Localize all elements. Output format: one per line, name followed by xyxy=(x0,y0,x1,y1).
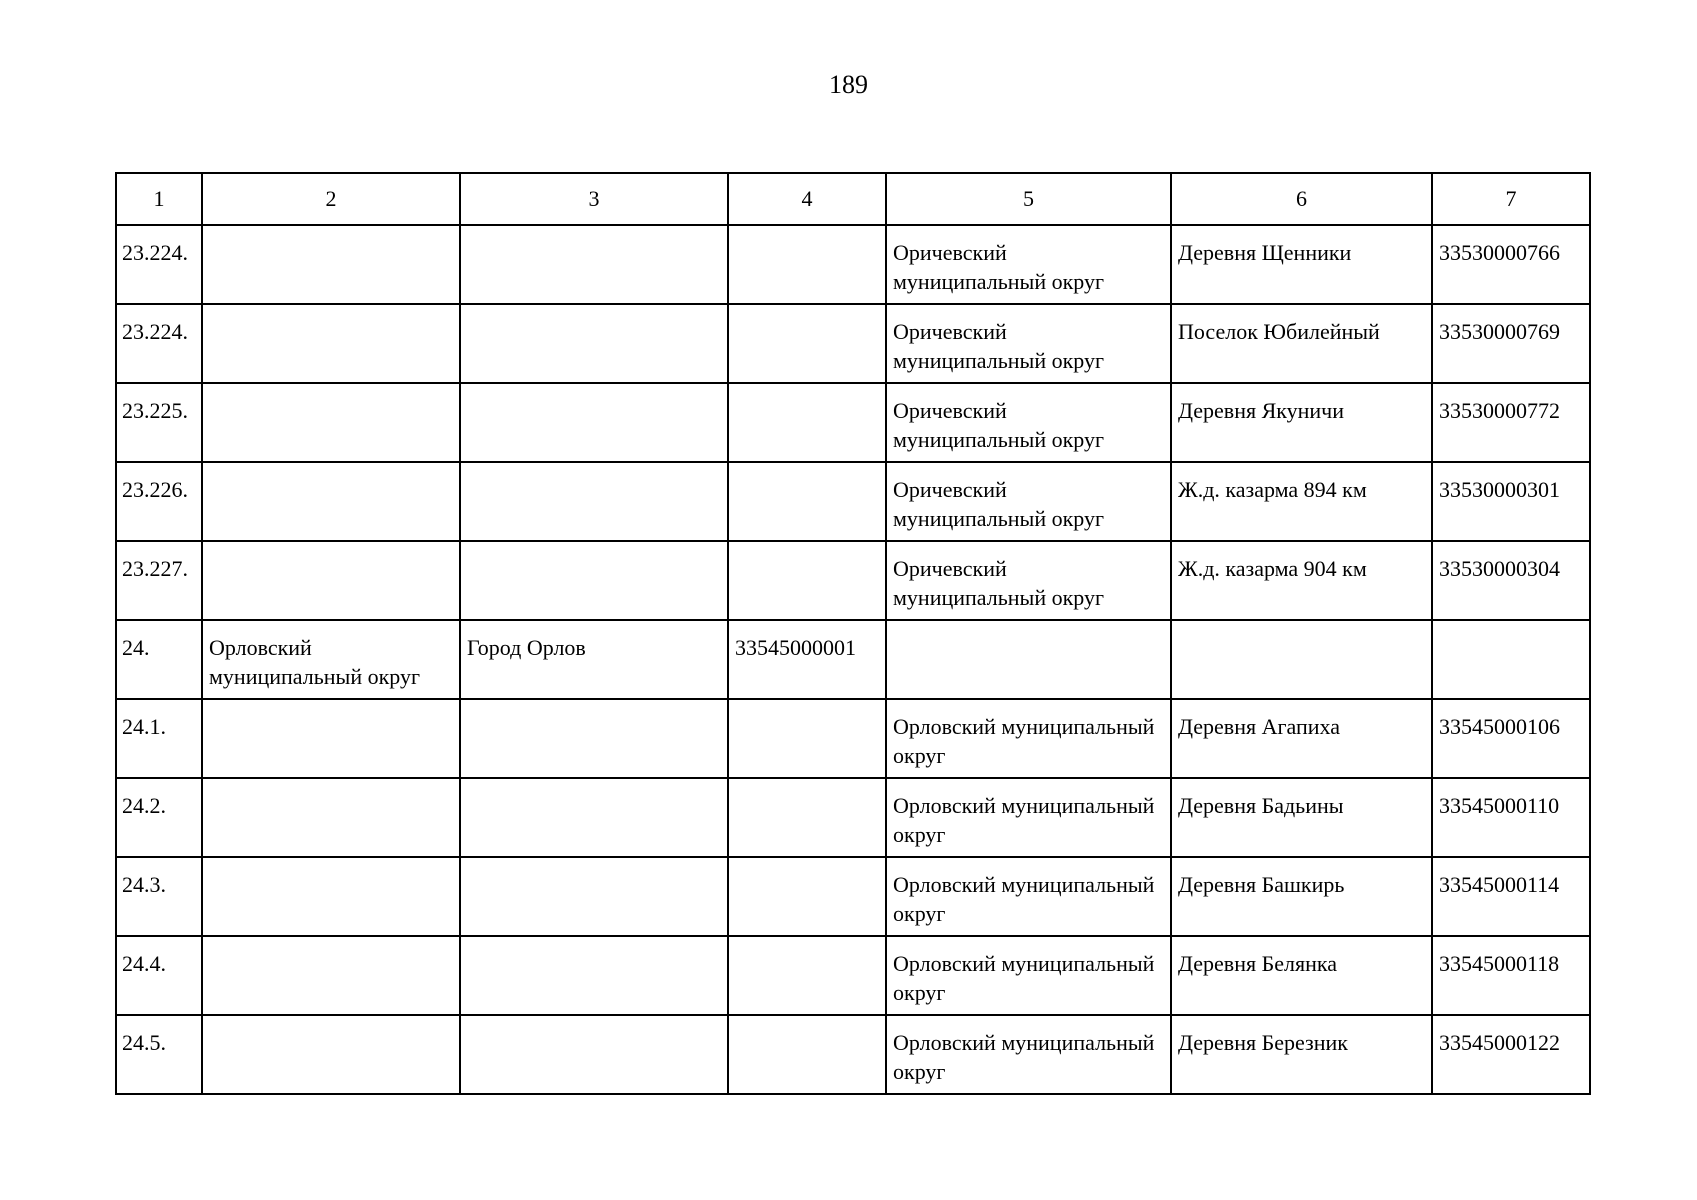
row-number-cell xyxy=(116,778,202,857)
row-number: 24. xyxy=(122,635,150,660)
table-row xyxy=(116,383,1590,462)
center-name xyxy=(461,226,727,238)
row-number-cell xyxy=(116,383,202,462)
municipality-cell xyxy=(886,620,1171,699)
center-code-cell xyxy=(728,699,886,778)
settlement-name xyxy=(1172,621,1431,633)
district-name xyxy=(203,384,459,396)
settlement-code: 33530000301 xyxy=(1439,477,1560,502)
center-code-cell xyxy=(728,620,886,699)
settlement-code: 33530000304 xyxy=(1439,556,1560,581)
center-code-cell xyxy=(728,778,886,857)
settlement-code: 33545000118 xyxy=(1439,951,1560,976)
center-code xyxy=(729,1016,885,1028)
table-row xyxy=(116,462,1590,541)
district-cell xyxy=(202,225,460,304)
settlement-code-cell xyxy=(1432,857,1590,936)
center-cell xyxy=(460,383,728,462)
district-cell xyxy=(202,620,460,699)
municipality-cell xyxy=(886,462,1171,541)
district-name xyxy=(203,1016,459,1028)
table-row xyxy=(116,936,1590,1015)
settlement-name: Деревня Белянка xyxy=(1178,951,1337,976)
settlement-cell xyxy=(1171,462,1432,541)
settlement-code-cell xyxy=(1432,620,1590,699)
settlement-code: 33545000110 xyxy=(1439,793,1560,818)
column-header-7: 7 xyxy=(1432,173,1590,225)
municipality-cell xyxy=(886,1015,1171,1094)
row-number: 24.5. xyxy=(122,1030,166,1055)
district-cell xyxy=(202,778,460,857)
settlement-code-cell xyxy=(1432,304,1590,383)
center-name xyxy=(461,779,727,791)
row-number-cell xyxy=(116,699,202,778)
district-cell xyxy=(202,857,460,936)
settlement-cell xyxy=(1171,383,1432,462)
settlement-name: Деревня Березник xyxy=(1178,1030,1348,1055)
center-cell xyxy=(460,541,728,620)
row-number: 23.224. xyxy=(122,240,188,265)
municipality-cell xyxy=(886,225,1171,304)
column-header-5: 5 xyxy=(886,173,1171,225)
table-row xyxy=(116,541,1590,620)
municipality-cell xyxy=(886,778,1171,857)
column-header-2: 2 xyxy=(202,173,460,225)
municipality-name: Орловский муниципальный округ xyxy=(893,1030,1155,1084)
settlement-name: Деревня Бадьины xyxy=(1178,793,1344,818)
municipality-cell xyxy=(886,383,1171,462)
center-code xyxy=(729,463,885,475)
row-number: 24.4. xyxy=(122,951,166,976)
settlement-code-cell xyxy=(1432,225,1590,304)
center-code xyxy=(729,858,885,870)
center-cell xyxy=(460,462,728,541)
center-name xyxy=(461,700,727,712)
row-number-cell xyxy=(116,225,202,304)
center-code-cell xyxy=(728,304,886,383)
settlement-cell xyxy=(1171,936,1432,1015)
settlement-name: Деревня Якуничи xyxy=(1178,398,1345,423)
center-cell xyxy=(460,778,728,857)
settlement-code-cell xyxy=(1432,699,1590,778)
district-cell xyxy=(202,304,460,383)
district-cell xyxy=(202,462,460,541)
center-cell xyxy=(460,304,728,383)
row-number: 23.225. xyxy=(122,398,188,423)
center-code-cell xyxy=(728,936,886,1015)
district-name: Орловский муниципальный округ xyxy=(209,635,421,689)
municipality-name: Орловский муниципальный округ xyxy=(893,872,1155,926)
center-cell xyxy=(460,699,728,778)
settlement-cell xyxy=(1171,304,1432,383)
settlement-cell xyxy=(1171,620,1432,699)
center-code xyxy=(729,226,885,238)
table-row xyxy=(116,857,1590,936)
center-code-cell xyxy=(728,383,886,462)
center-code-cell xyxy=(728,225,886,304)
district-name xyxy=(203,463,459,475)
table-row xyxy=(116,1015,1590,1094)
table-row xyxy=(116,225,1590,304)
center-name xyxy=(461,1016,727,1028)
municipality-name xyxy=(887,621,1170,633)
center-cell xyxy=(460,936,728,1015)
row-number: 23.224. xyxy=(122,319,188,344)
center-name xyxy=(461,937,727,949)
center-name xyxy=(461,305,727,317)
municipality-cell xyxy=(886,936,1171,1015)
row-number-cell xyxy=(116,857,202,936)
settlement-code xyxy=(1433,621,1589,633)
row-number-cell xyxy=(116,1015,202,1094)
center-code xyxy=(729,700,885,712)
settlement-cell xyxy=(1171,225,1432,304)
district-name xyxy=(203,226,459,238)
municipality-name: Оричевский муниципальный округ xyxy=(893,240,1105,294)
table-body xyxy=(116,225,1590,1094)
settlement-name: Деревня Агапиха xyxy=(1178,714,1340,739)
row-number-cell xyxy=(116,304,202,383)
settlement-code-cell xyxy=(1432,1015,1590,1094)
row-number-cell xyxy=(116,462,202,541)
municipality-name: Оричевский муниципальный округ xyxy=(893,556,1105,610)
settlement-code: 33530000769 xyxy=(1439,319,1560,344)
municipality-name: Орловский муниципальный округ xyxy=(893,714,1155,768)
center-code xyxy=(729,542,885,554)
district-cell xyxy=(202,1015,460,1094)
settlement-code: 33530000766 xyxy=(1439,240,1560,265)
district-cell xyxy=(202,699,460,778)
district-name xyxy=(203,700,459,712)
settlement-name: Деревня Башкирь xyxy=(1178,872,1345,897)
municipality-cell xyxy=(886,304,1171,383)
table-row xyxy=(116,699,1590,778)
district-cell xyxy=(202,541,460,620)
settlement-code-cell xyxy=(1432,462,1590,541)
row-number-cell xyxy=(116,936,202,1015)
settlement-name: Поселок Юбилейный xyxy=(1178,319,1380,344)
center-code: 33545000001 xyxy=(735,635,856,660)
center-code xyxy=(729,384,885,396)
center-cell xyxy=(460,620,728,699)
table-row xyxy=(116,304,1590,383)
settlement-code-cell xyxy=(1432,936,1590,1015)
settlement-code: 33545000114 xyxy=(1439,872,1560,897)
page-number: 189 xyxy=(829,70,868,99)
settlement-cell xyxy=(1171,541,1432,620)
center-code-cell xyxy=(728,462,886,541)
settlement-code: 33545000106 xyxy=(1439,714,1560,739)
settlement-cell xyxy=(1171,778,1432,857)
header-row xyxy=(116,173,1590,225)
center-name xyxy=(461,463,727,475)
center-code-cell xyxy=(728,1015,886,1094)
municipality-name: Оричевский муниципальный округ xyxy=(893,398,1105,452)
settlement-name: Ж.д. казарма 904 км xyxy=(1178,556,1367,581)
center-code-cell xyxy=(728,857,886,936)
center-name xyxy=(461,858,727,870)
district-name xyxy=(203,305,459,317)
center-cell xyxy=(460,857,728,936)
center-code xyxy=(729,779,885,791)
municipality-name: Оричевский муниципальный округ xyxy=(893,319,1105,373)
column-header-6: 6 xyxy=(1171,173,1432,225)
district-name xyxy=(203,858,459,870)
center-code xyxy=(729,305,885,317)
settlement-cell xyxy=(1171,1015,1432,1094)
row-number: 24.2. xyxy=(122,793,166,818)
municipality-cell xyxy=(886,699,1171,778)
center-cell xyxy=(460,1015,728,1094)
municipality-name: Орловский муниципальный округ xyxy=(893,793,1155,847)
column-header-4: 4 xyxy=(728,173,886,225)
center-code-cell xyxy=(728,541,886,620)
table-row xyxy=(116,778,1590,857)
settlement-code: 33530000772 xyxy=(1439,398,1560,423)
district-cell xyxy=(202,936,460,1015)
row-number: 23.226. xyxy=(122,477,188,502)
row-number: 23.227. xyxy=(122,556,188,581)
center-code xyxy=(729,937,885,949)
settlement-code-cell xyxy=(1432,383,1590,462)
settlement-cell xyxy=(1171,857,1432,936)
municipality-name: Оричевский муниципальный округ xyxy=(893,477,1105,531)
municipality-cell xyxy=(886,541,1171,620)
column-header-3: 3 xyxy=(460,173,728,225)
row-number-cell xyxy=(116,620,202,699)
row-number-cell xyxy=(116,541,202,620)
district-name xyxy=(203,542,459,554)
row-number: 24.1. xyxy=(122,714,166,739)
registry-table xyxy=(115,172,1591,1095)
table-row xyxy=(116,620,1590,699)
settlement-code: 33545000122 xyxy=(1439,1030,1560,1055)
settlement-name: Ж.д. казарма 894 км xyxy=(1178,477,1367,502)
settlement-code-cell xyxy=(1432,541,1590,620)
center-name xyxy=(461,384,727,396)
row-number: 24.3. xyxy=(122,872,166,897)
center-cell xyxy=(460,225,728,304)
municipality-name: Орловский муниципальный округ xyxy=(893,951,1155,1005)
center-name xyxy=(461,542,727,554)
settlement-name: Деревня Щенники xyxy=(1178,240,1352,265)
district-name xyxy=(203,779,459,791)
settlement-code-cell xyxy=(1432,778,1590,857)
center-name: Город Орлов xyxy=(467,635,586,660)
district-cell xyxy=(202,383,460,462)
settlement-cell xyxy=(1171,699,1432,778)
district-name xyxy=(203,937,459,949)
column-header-1: 1 xyxy=(116,173,202,225)
municipality-cell xyxy=(886,857,1171,936)
